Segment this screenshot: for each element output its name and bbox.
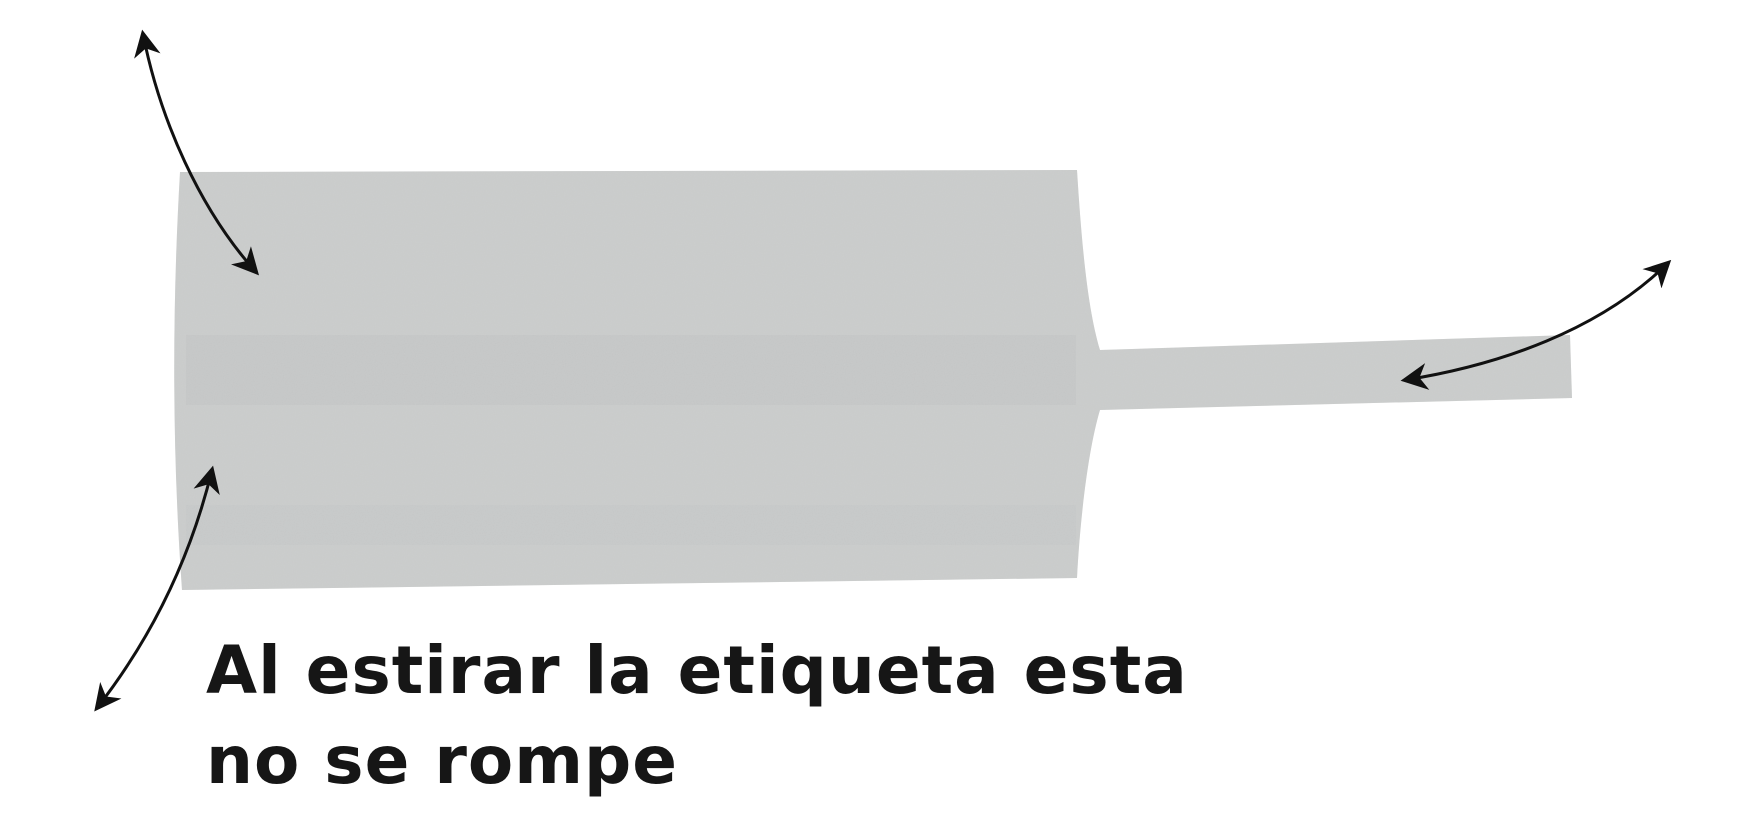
label-fold-band-lower — [186, 505, 1076, 545]
label-fold-band — [186, 335, 1076, 405]
fabric-label — [174, 170, 1572, 590]
caption-line-1: Al estirar la etiqueta esta — [206, 632, 1188, 709]
diagram-caption — [206, 626, 1406, 806]
caption-line-2: no se rompe — [206, 722, 679, 799]
